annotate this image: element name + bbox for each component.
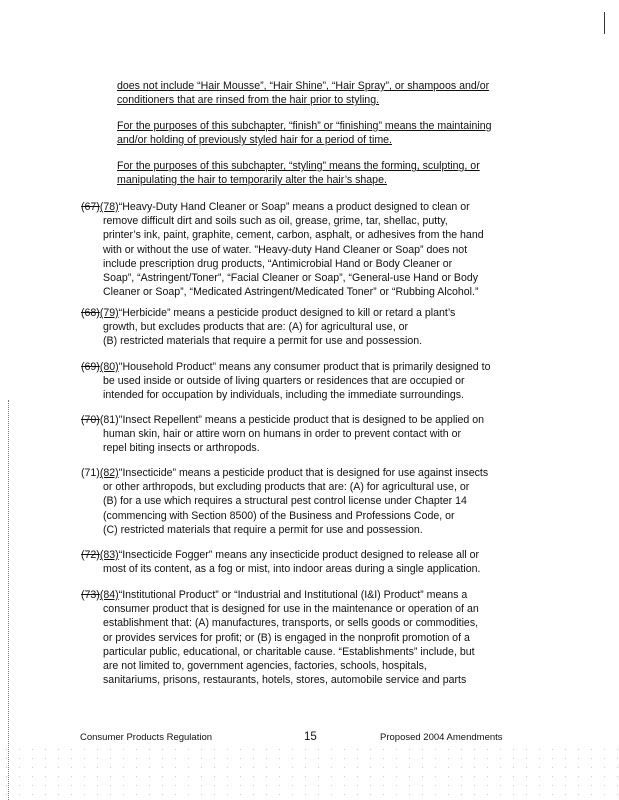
deleted-number: (71) [81,467,100,479]
definition-first-line [81,589,467,602]
definition-first-line [81,361,490,374]
definition-text-line: growth, but excludes products that are: (A) for agricultural use, or [103,321,409,334]
definition-text: “Insecticide Fogger” means any insecticide product designed to release all or [118,549,480,561]
definition-text-line: sanitariums, prisons, restaurants, hotels, stores, automobile service and parts [103,674,467,687]
definition-text-line: printer’s ink, paint, graphite, cement, carbon, asphalt, or adhesives from the hand [103,229,484,242]
deleted-number: (67) [81,201,100,213]
definition-text-line: remove difficult dirt and soils such as oil, grease, grime, tar, shellac, putty, [103,215,448,228]
definition-text-line: (C) restricted materials that require a permit for use and possession. [103,523,423,536]
amendment-text-line: and/or holding of previously styled hair for a period of time. [117,134,392,147]
footer-title: Consumer Products Regulation [80,732,213,743]
definition-text-line: particular public, educational, or charitable cause. “Establishments” include, but [103,645,475,658]
definition-text-line: establishment that: (A) manufactures, transports, or sells goods or commodities, [103,617,479,630]
definition-text-line: human skin, hair or attire worn on humans in order to prevent contact with or [103,428,462,441]
definition-text-line: (B) restricted materials that require a permit for use and possession. [103,335,423,348]
definition-first-line [81,201,470,214]
definition-first-line [81,467,488,480]
definition-first-line [81,307,455,320]
definition-text: “Herbicide” means a pesticide product designed to kill or retard a plant’s [118,307,456,319]
scan-edge-artifact [8,400,9,800]
definition-text: "Insecticide” means a pesticide product that is designed for use against insects [118,467,489,479]
deleted-number: (68) [81,307,100,319]
amendment-text-line: For the purposes of this subchapter, “finish” or “finishing” means the maintaining [117,120,492,132]
amendment-text-line: manipulating the hair to temporarily alter the hair’s shape. [117,174,387,187]
inserted-number: (83) [99,549,119,561]
inserted-number: (79) [99,307,119,319]
amendment-text-line: conditioners that are rinsed from the hair prior to styling. [117,94,380,107]
deleted-number: (73) [81,589,100,601]
footer-version: Proposed 2004 Amendments [380,732,503,743]
definition-text-line: (commencing with Section 8500) of the Business and Professions Code, or [103,509,455,522]
definition-text-line: Soap”, “Astringent/Toner”, “Facial Cleaner or Soap”, “General-use Hand or Body [103,272,479,284]
definition-text-line: repel biting insects or arthropods. [103,442,260,455]
definition-text-line: or provides services for profit; or (B) is engaged in the nonprofit promotion of a [103,631,470,644]
definition-text-line: intended for occupation by individuals, including the immediate surroundings. [103,389,464,402]
inserted-number: (81) [99,414,119,426]
deleted-number: (70) [81,414,100,426]
amendment-text-line: For the purposes of this subchapter, “styling” means the forming, sculpting, or [117,160,480,172]
scan-mark [604,12,605,34]
definition-text-line: Cleaner or Soap”, “Medicated Astringent/Medicated Toner” or “Rubbing Alcohol.” [103,286,479,299]
definition-text-line: are not limited to, government agencies, factories, schools, hospitals, [103,660,427,672]
definition-first-line [81,414,484,427]
amendment-text-line: does not include “Hair Mousse”, “Hair Shine”, “Hair Spray”, or shampoos and/or [117,80,490,92]
definition-text: "Insect Repellent” means a pesticide product that is designed to be applied on [118,414,485,426]
inserted-number: (78) [99,201,119,213]
definition-text-line: (B) for a use which requires a structural pest control license under Chapter 14 [103,495,467,508]
page-number: 15 [304,731,317,743]
deleted-number: (72) [81,549,100,561]
definition-text-line: most of its content, as a fog or mist, into indoor areas during a single application. [103,563,481,576]
inserted-number: (80) [99,361,119,373]
inserted-number: (82) [99,467,119,479]
definition-text-line: consumer product that is designed for use in the maintenance or operation of an [103,603,479,616]
definition-text: “Institutional Product” or “Industrial and Institutional (I&I) Product” means a [118,589,468,601]
scan-noise [0,745,619,800]
deleted-number: (69) [81,361,100,373]
definition-text-line: or other arthropods, but excluding products that are: (A) for agricultural use, or [103,481,470,494]
definition-text-line: include prescription drug products, “Antimicrobial Hand or Body Cleaner or [103,257,453,270]
inserted-number: (84) [99,589,119,601]
definition-text-line: be used inside or outside of living quarters or residences that are occupied or [103,375,465,388]
definition-text: "Household Product” means any consumer product that is primarily designed to [118,361,491,373]
definition-text-line: with or without the use of water. "Heavy-duty Hand Cleaner or Soap” does not [103,243,468,256]
definition-text: “Heavy-Duty Hand Cleaner or Soap” means a product designed to clean or [118,201,470,213]
definition-first-line [81,549,479,562]
